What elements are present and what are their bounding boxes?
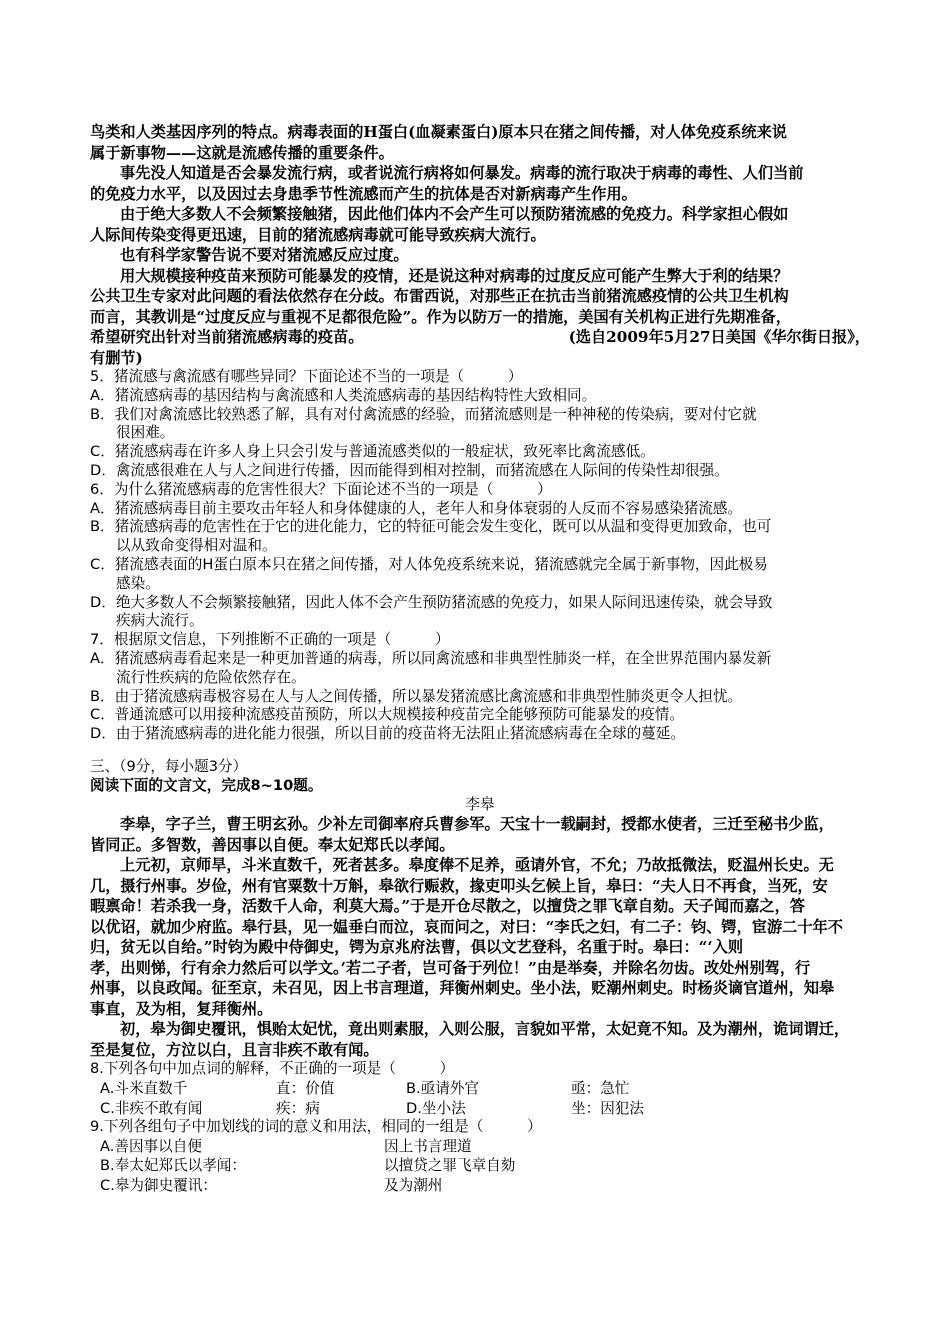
section-instruction: 阅读下面的文言文，完成8~10题。 [90,776,323,794]
option-row [90,1156,870,1176]
option-cell: 因上书言理道 [384,1137,472,1155]
passage-line: 公共卫生专家对此问题的看法依然存在分歧。布雷西说，对那些正在抗击当前猪流感疫情的公共卫生机构 [90,287,789,305]
classical-line: 皆同正。多智数，善因事以自便。奉太妃郑氏以孝闻。 [90,835,455,854]
passage-line: 也有科学家警告说不要对猪流感反应过度。 [120,246,409,264]
classical-line: 暇禀命！若杀我一身，活数千人命，利莫大焉。”于是开仓尽散之，以擅贷之罪飞章自劾。天子闻而嘉之，答 [90,897,805,916]
exam-page [90,122,870,1195]
option-row [90,1099,870,1119]
question-8 [90,1060,870,1118]
question-stem: 7．根据原文信息，下列推断不正确的一项是（ ） [90,631,450,649]
passage-line [90,327,870,348]
option-c: C．猪流感病毒在许多人身上只会引发与普通流感类似的一般症状，致死率比禽流感低。 [90,443,655,461]
question-6 [90,481,870,631]
option-b: B．猪流感病毒的危害性在于它的进化能力，它的特征可能会发生变化，既可以从温和变得更加致命，也可 [90,518,772,536]
option-cell: 以擅贷之罪飞章自劾 [384,1157,516,1175]
question-9 [90,1118,870,1195]
option-cell: D.坐小法 [406,1099,466,1117]
source-citation: (选自2009年5月27日美国《华尔街日报》， [568,328,870,346]
option-d-cont: 疾病大流行。 [116,612,204,630]
option-a: A．猪流感病毒的基因结构与禽流感和人类流感病毒的基因结构特性大致相同。 [90,386,597,404]
question-stem: 6．为什么猪流感病毒的危害性很大？下面论述不当的一项是（ ） [90,480,552,498]
option-b: B．由于猪流感病毒极容易在人与人之间传播，所以暴发猪流感比禽流感和非典型性肺炎更令人担忧。 [90,687,743,705]
option-b-cont: 以从致命变得相对温和。 [116,537,277,555]
passage-line: 事先没人知道是否会暴发流行病，或者说流行病将如何暴发。病毒的流行取决于病毒的毒性、人们当前 [120,164,804,182]
question-5 [90,368,870,481]
option-cell: C.非疾不敢有闻 [100,1099,203,1117]
option-cell: B.奉太妃郑氏以孝闻： [100,1157,246,1175]
classical-line: 州事，以良政闻。征至京，未召见，因上书言理道，拜衡州刺史。坐小法，贬潮州刺史。时杨炎谪官道州，知皋 [90,979,835,998]
passage-line: 而言，其教训是“过度反应与重视不足都很危险”。作为以防万一的措施，美国有关机构正进行先期准备， [90,307,791,326]
option-a: A．猪流感病毒目前主要攻击年轻人和身体健康的人，老年人和身体衰弱的人反而不容易感染猪流感。 [90,499,743,517]
option-cell: 坐：因犯法 [571,1099,644,1117]
classical-line: 以优诏，就加少府监。皋行县，见一媪垂白而泣，哀而问之，对曰：“李氏之妇，有二子：钧、锷，宦游二十年不 [90,917,843,936]
option-cell: B.亟请外官 [406,1080,480,1098]
option-row [90,1079,870,1099]
classical-line: 初，皋为御史覆讯，惧贻太妃忧，竟出则素服，入则公服，言貌如平常，太妃竟不知。及为潮州，诡词谓迁， [120,1020,849,1039]
question-stem: 5．猪流感与禽流感有哪些异同？下面论述不当的一项是（ ） [90,368,523,385]
section-heading: 三、（9分，每小题3分） [90,757,248,775]
option-cell: A.善因事以自便 [100,1137,202,1155]
classical-text-title: 李皋 [465,795,495,813]
reading-passage [90,122,870,368]
classical-line: 归，贫无以自给。”时钧为殿中侍御史，锷为京兆府法曹，俱以文艺登科，名重于时。皋曰：“‘入则 [90,938,744,957]
option-cell: 直：价值 [276,1080,335,1098]
option-row [90,1137,870,1157]
option-b-cont: 很困难。 [116,424,175,442]
classical-line: 李皋，字子兰，曹王明玄孙。少补左司御率府兵曹参军。天宝十一载嗣封，授都水使者，三迁至秘书少监， [120,815,834,834]
option-cell: 及为潮州 [384,1176,443,1194]
option-row [90,1176,870,1196]
option-d: D．绝大多数人不会频繁接触猪，因此人体不会产生预防猪流感的免疫力，如果人际间迅速传染，就会导致 [90,593,773,611]
option-cell: A.斗米直数千 [100,1080,188,1098]
question-7 [90,631,870,744]
passage-line-text: 希望研究出针对当前猪流感病毒的疫苗。 [90,328,364,346]
classical-line: 孝，出则悌，行有余力然后可以学文。’若二子者，岂可备于列位！”由是举奏，并除名勿齿。改处州别驾，行 [90,958,811,977]
option-c-cont: 感染。 [116,574,160,592]
passage-line: 由于绝大多数人不会频繁接触猪，因此他们体内不会产生可以预防猪流感的免疫力。科学家担心假如 [120,205,789,223]
option-a-cont: 流行性疾病的危险依然存在。 [116,668,306,686]
option-a: A．猪流感病毒看起来是一种更加普通的病毒，所以同禽流感和非典型性肺炎一样，在全世界范围内暴发新 [90,649,772,667]
passage-line: 鸟类和人类基因序列的特点。病毒表面的H蛋白(血凝素蛋白)原本只在猪之间传播，对人体免疫系统来说 [90,123,787,141]
option-cell: 疾：病 [276,1099,320,1117]
question-stem: 8.下列各句中加点词的解释，不正确的一项是（ ） [90,1060,455,1078]
classical-line: 事直，及为相，复拜衡州。 [90,999,273,1018]
section-3 [90,758,870,1060]
question-stem: 9.下列各组句子中加划线的词的意义和用法，相同的一组是（ ） [90,1118,542,1136]
source-citation-cont: 有删节) [90,348,143,367]
passage-line: 的免疫力水平，以及因过去身患季节性流感而产生的抗体是否对新病毒产生作用。 [90,184,637,203]
passage-line: 人际间传染变得更迅速，目前的猪流感病毒就可能导致疾病大流行。 [90,225,546,244]
option-cell: 亟：急忙 [571,1080,630,1098]
option-c: C．普通流感可以用接种流感疫苗预防，所以大规模接种疫苗完全能够预防可能暴发的疫情。 [90,706,684,724]
classical-line: 上元初，京师旱，斗米直数千，死者甚多。皋度俸不足养，亟请外官，不允；乃故抵微法，贬温州长史。无 [120,856,834,875]
classical-line: 几，摄行州事。岁俭，州有官粟数十万斛，皋欲行赈救，掾吏叩头乞候上旨，皋曰：“夫人日不再食，当死，安 [90,876,828,895]
option-b: B．我们对禽流感比较熟悉了解，具有对付禽流感的经验，而猪流感则是一种神秘的传染病，要对付它就 [90,405,757,423]
passage-line: 属于新事物——这就是流感传播的重要条件。 [90,143,394,162]
section-gap [90,744,870,758]
option-cell: C.皋为御史覆讯： [100,1176,217,1194]
passage-line: 用大规模接种疫苗来预防可能暴发的疫情，还是说这种对病毒的过度反应可能产生弊大于利的结果？ [120,266,789,285]
classical-line: 至是复位，方泣以白，且言非疾不敢有闻。 [90,1040,379,1059]
option-c: C．猪流感表面的H蛋白原本只在猪之间传播，对人体免疫系统来说，猪流感就完全属于新事物，因此极易 [90,555,768,573]
option-d: D．由于猪流感病毒的进化能力很强，所以目前的疫苗将无法阻止猪流感病毒在全球的蔓延。 [90,725,685,743]
option-d: D．禽流感很难在人与人之间进行传播，因而能得到相对控制，而猪流感在人际间的传染性却很强。 [90,461,729,479]
